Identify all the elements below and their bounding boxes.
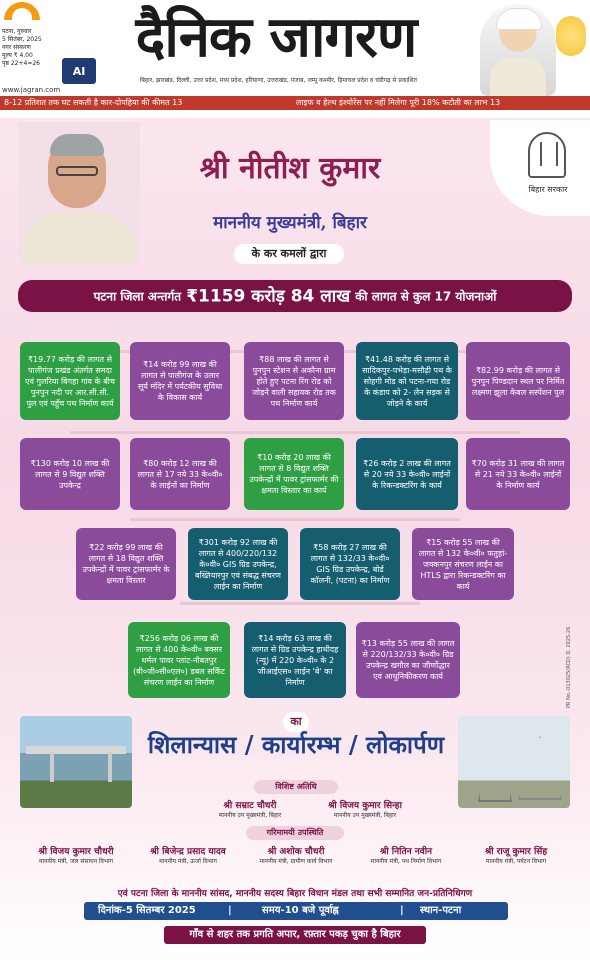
- connector-line: [180, 602, 420, 605]
- project-text: ₹14 करोड़ 63 लाख की लागत से ग्रिड उपकेन्द्र हाथीदह (न्यू) में 220 के०वी० के 2 जीआईएस० लाईन 'बे' का निर्माण: [251, 633, 339, 687]
- news-strip-right: लाइफ व हेल्थ इंश्योरेंस पर नहीं मिलेगा पूरी 18% कटौती का लाभ 13: [296, 98, 501, 107]
- project-text: ₹301 करोड़ 92 लाख की लागत से 400/220/132 के०वी० GIS ग्रिड उपकेन्द्र, बख्तियारपुर एवं संबद्ध संचरण लाईन का निर्माण: [195, 537, 281, 591]
- news-strip: [0, 96, 590, 110]
- ai-badge: AI: [62, 58, 96, 84]
- project-text: ₹13 करोड़ 55 लाख की लागत से 220/132/33 के०वी० ग्रिड उपकेन्द्र खगौल का जीर्णोद्धार एवं आधुनिकीकरण कार्य: [361, 639, 455, 681]
- project-text: ₹82.99 करोड़ की लागत से पुनपुन पिण्डदान स्थल पर निर्मित लक्ष्मण झूला केबल सस्पेंशन पुल: [471, 365, 565, 397]
- edition-name: नगर संस्करण: [2, 44, 31, 51]
- project-card: [188, 528, 288, 600]
- project-text: ₹256 करोड़ 06 लाख की लागत से 400 के०वी० बक्सर थर्मल पावर प्लांट-नौबतपुर (बी०जी०सी०एल०) डबल सर्किट संचरण लाईन का निर्माण: [133, 633, 225, 687]
- event-time: समय-10 बजे पूर्वाह्न: [262, 905, 339, 916]
- jagran-sun-logo: [4, 2, 40, 20]
- project-card: [130, 438, 230, 510]
- invite-line: एवं पटना जिला के माननीय सांसद, माननीय सदस्य बिहार विधान मंडल तथा सभी सम्मानित जन-प्रतिनिधिगण: [117, 889, 473, 899]
- banner-prefix: पटना जिला अन्तर्गत: [93, 289, 182, 304]
- special-guest-name: श्री विजय कुमार सिन्हा: [328, 801, 402, 811]
- slogan: गाँव से शहर तक प्रगति अपार, रफ़्तार पकड़ चुका है बिहार: [164, 926, 426, 944]
- website-url: www.jagran.com: [2, 86, 61, 94]
- edition-date: 5 सितंबर, 2025: [2, 36, 42, 43]
- special-guest-role: माननीय उप मुख्यमंत्री, बिहार: [333, 812, 397, 819]
- event-title: शिलान्यास / कार्यारम्भ / लोकार्पण: [147, 730, 445, 759]
- ka-label: का: [283, 712, 309, 732]
- cm-hair: [50, 134, 104, 156]
- connector-line: [130, 518, 460, 521]
- teacher-day-portrait: [480, 4, 556, 96]
- event-place: स्थान-पटना: [420, 905, 462, 916]
- project-card: [412, 528, 514, 600]
- project-card: [244, 342, 344, 420]
- dignitary-name: श्री नितिन नवीन: [379, 847, 433, 857]
- news-strip-left: 8-12 प्रतिशत तक घट सकती है कार-दोपहिया की कीमत 13: [4, 98, 183, 107]
- cm-title: माननीय मुख्यमंत्री, बिहार: [213, 213, 367, 233]
- bihar-govt-emblem-icon: [528, 132, 566, 178]
- special-guests-label: विशिष्ट अतिथि: [254, 780, 338, 794]
- edition-city: पटना, गुरुवार: [2, 28, 32, 35]
- project-card: [356, 438, 458, 510]
- by-hands-label: के कर कमलों द्वारा: [234, 244, 344, 264]
- project-text: ₹88 लाख की लागत से पुनपुन स्टेशन से अकौना ग्राम होते हुए पटना रिंग रोड को जोड़ने वाली सहायक रोड तक पथ निर्माण कार्य: [252, 354, 336, 408]
- project-card: [466, 438, 570, 510]
- event-details-bar: [84, 902, 508, 920]
- project-text: ₹19.77 करोड़ की लागत से पालीगंज प्रखंड अंतर्गत समदा एवं गुलरिया बिगहा गांव के बीच पुनपुन नदी पर आर.सी.सी. पुल एवं पहुँच पथ निर्माण कार्य: [25, 354, 115, 408]
- project-text: ₹10 करोड़ 20 लाख की लागत से 8 विद्युत शक्ति उपकेन्द्रों में पावर ट्रांसफार्मर की क्षमता विस्तार का कार्य: [249, 453, 339, 495]
- dignitary-role: माननीय मंत्री, पथ निर्माण विभाग: [370, 858, 442, 865]
- chief-minister-photo: [18, 122, 140, 264]
- project-card: [130, 342, 230, 420]
- project-card: [300, 528, 400, 600]
- newspaper-title: दैनिक जागरण: [135, 4, 417, 70]
- dignitary-name: श्री राजू कुमार सिंह: [484, 847, 548, 857]
- dignitary-name: श्री बिजेन्द्र प्रसाद यादव: [150, 847, 226, 857]
- project-text: ₹14 करोड़ 99 लाख की लागत से पालीगंज के उलार सूर्य मंदिर में पर्यटकीय सुविधा के विकास कार्य: [137, 360, 223, 402]
- project-text: ₹22 करोड़ 99 लाख की लागत से 18 विद्युत शक्ति उपकेन्द्रों में पावर ट्रांसफार्मर के क्षमता विस्तार: [82, 543, 170, 585]
- project-card: [20, 438, 120, 510]
- cost-banner: [18, 280, 572, 312]
- project-card: [244, 438, 344, 510]
- dignitary-name: श्री विजय कुमार चौधरी: [38, 847, 114, 857]
- project-card: [244, 622, 346, 698]
- price: मूल्य ₹ 4.00: [2, 52, 33, 59]
- dignitary-role: माननीय मंत्री, पर्यटन विभाग: [485, 858, 547, 865]
- dignitary-role: माननीय मंत्री, ऊर्जा विभाग: [159, 858, 217, 865]
- banner-amount: ₹1159 करोड़ 84 लाख: [186, 286, 351, 307]
- special-guest-name: श्री सम्राट चौधरी: [223, 801, 277, 811]
- dignitaries-label: गरिमामयी उपस्थिति: [246, 826, 344, 840]
- project-card: [466, 342, 570, 420]
- project-text: ₹130 करोड़ 10 लाख की लागत से 9 विद्युत शक्ति उपकेन्द्र: [30, 458, 110, 490]
- government-advertisement: [0, 118, 590, 962]
- separator: |: [228, 905, 232, 916]
- event-date: दिनांक-5 सितम्बर 2025: [98, 905, 196, 916]
- pr-number: PR No.-013025(RCD) D. 2025-26: [566, 626, 572, 708]
- project-text: ₹70 करोड़ 31 लाख की लागत से 21 नये 33 के०वी० लाईनों के निर्माण कार्य: [471, 458, 565, 490]
- special-guest-role: माननीय उप मुख्यमंत्री, बिहार: [218, 812, 282, 819]
- cm-body: [22, 212, 136, 264]
- dignitary-role: माननीय मंत्री, ग्रामीण कार्य विभाग: [259, 858, 333, 865]
- project-text: ₹15 करोड़ 55 लाख की लागत से 132 के०वी० फतुहां-जक्कनपुर संचरण लाईन का HTLS द्वारा रिकन्डक्टरिंग का कार्य: [418, 537, 508, 591]
- page-count: पृष्ठ 22+4=26: [2, 60, 40, 67]
- project-text: ₹58 करोड़ 27 लाख की लागत से 132/33 के०वी० GIS ग्रिड उपकेन्द्र, बोर्ड कॉलनी, (पटना) का निर्माण: [310, 543, 390, 585]
- editions-line: बिहार, झारखंड, दिल्ली, उत्तर प्रदेश, मध्य प्रदेश, हरियाणा, उत्तराखंड, पंजाब, जम्मू कश्मीर, हिमाचल प्रदेश व चंडीगढ़ से प्रकाशित: [140, 77, 417, 84]
- project-card: [76, 528, 176, 600]
- project-card: [356, 342, 458, 420]
- project-card: [128, 622, 230, 698]
- separator: |: [400, 905, 404, 916]
- connector-line: [70, 431, 520, 434]
- project-text: ₹80 करोड़ 12 लाख की लागत से 17 नये 33 के०वी० के लाईनों का निर्माण: [137, 458, 223, 490]
- project-card: [20, 342, 120, 420]
- project-text: ₹26 करोड़ 2 लाख की लागत से 20 नये 33 के०वी० लाईनों के रिकन्डक्टरिंग के कार्य: [363, 458, 451, 490]
- glasses-icon: [56, 166, 98, 176]
- power-tower-photo: [458, 716, 570, 808]
- govt-label: बिहार सरकार: [528, 185, 568, 194]
- lightbulb-icon: [556, 16, 586, 56]
- cm-name: श्री नीतीश कुमार: [199, 151, 381, 186]
- project-card: [356, 622, 460, 698]
- bridge-photo: [20, 716, 132, 808]
- dignitary-name: श्री अशोक चौधरी: [267, 847, 325, 857]
- project-text: ₹41.48 करोड़ की लागत से सादिकपुर-पभेड़ा-मसौढ़ी पथ के सोहगी मोड को पटना-गया रोड के कंडाप को 2- लेन सड़क से जोड़ने के कार्य: [362, 354, 452, 408]
- banner-suffix: की लागत से कुल 17 योजनाओं: [355, 289, 497, 304]
- dignitary-role: माननीय मंत्री, जल संसाधन विभाग: [38, 858, 114, 865]
- masthead: [0, 0, 590, 96]
